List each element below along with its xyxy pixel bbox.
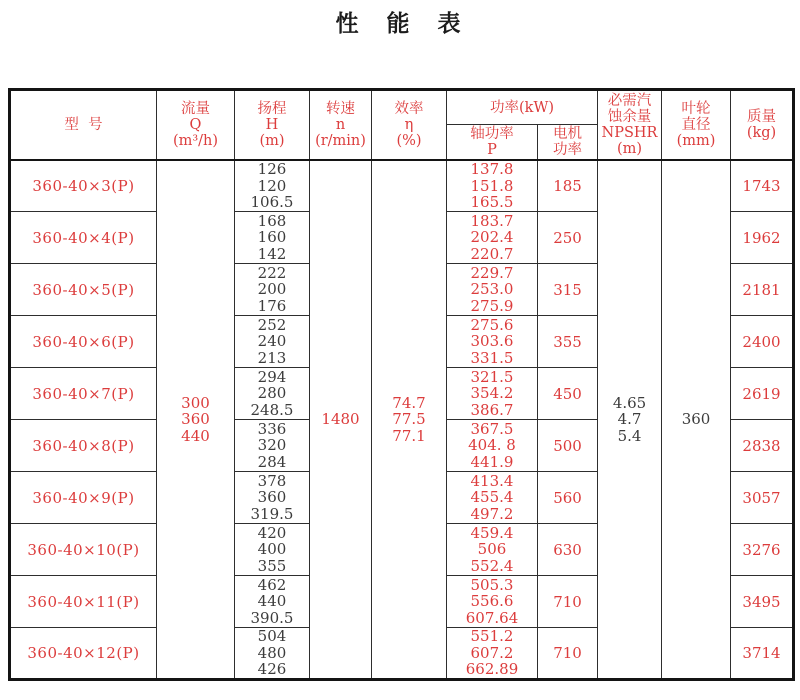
shaft-power-cell — [447, 524, 538, 576]
column-header-shaft-power — [447, 125, 538, 160]
column-header-flow — [157, 90, 235, 160]
head-cell — [235, 264, 310, 316]
header-head-line: H — [265, 116, 279, 133]
header-head-line: 扬程 — [257, 100, 287, 117]
motor-power-cell: 630 — [538, 524, 598, 576]
head-value: 252 — [257, 315, 287, 334]
motor-power-cell: 355 — [538, 316, 598, 368]
motor-power-cell: 315 — [538, 264, 598, 316]
column-header-head — [235, 90, 310, 160]
mass-cell: 3714 — [731, 628, 794, 680]
head-value: 213 — [257, 348, 287, 367]
shaft-power-value: 556.6 — [470, 592, 514, 611]
shaft-power-value: 455.4 — [470, 488, 514, 507]
motor-power-cell: 250 — [538, 212, 598, 264]
shaft-power-value: 607.64 — [465, 608, 519, 627]
shaft-power-value: 253.0 — [470, 280, 514, 299]
header-npshr-line: (m) — [616, 140, 643, 157]
head-value: 378 — [257, 471, 287, 490]
shaft-power-cell — [447, 628, 538, 680]
header-motor-power-line: 电机 — [553, 125, 582, 142]
model-cell: 360-40×6(P) — [10, 316, 157, 368]
table-row — [10, 160, 794, 212]
head-value: 126 — [257, 160, 287, 178]
head-value: 336 — [257, 419, 287, 438]
head-value: 440 — [257, 592, 287, 611]
shaft-power-value: 386.7 — [470, 400, 514, 419]
header-flow-line: (m³/h) — [172, 132, 219, 149]
head-cell — [235, 576, 310, 628]
flow-value: 360 — [181, 410, 210, 428]
shaft-power-cell — [447, 316, 538, 368]
header-npshr-line: NPSHR — [601, 124, 658, 141]
header-npshr-line: 蚀余量 — [607, 108, 652, 125]
shaft-power-value: 137.8 — [470, 160, 514, 178]
mass-cell: 3276 — [731, 524, 794, 576]
head-value: 462 — [257, 575, 287, 594]
column-header-efficiency — [372, 90, 447, 160]
head-value: 480 — [257, 643, 287, 662]
mass-cell: 1962 — [731, 212, 794, 264]
shaft-power-value: 202.4 — [470, 228, 514, 247]
head-value: 200 — [257, 280, 287, 299]
head-value: 160 — [257, 228, 287, 247]
head-cell — [235, 628, 310, 680]
header-impeller-line: 叶轮 — [681, 100, 711, 117]
shaft-power-value: 229.7 — [470, 263, 514, 282]
head-cell — [235, 524, 310, 576]
column-header-motor-power — [538, 125, 598, 160]
head-value: 426 — [257, 660, 287, 679]
speed-merged-cell: 1480 — [310, 160, 372, 680]
head-value: 106.5 — [250, 193, 294, 211]
shaft-power-value: 321.5 — [470, 367, 514, 386]
header-mass-line: 质量 — [747, 108, 777, 125]
mass-cell: 2619 — [731, 368, 794, 420]
head-cell — [235, 212, 310, 264]
header-impeller-line: (mm) — [676, 132, 716, 149]
shaft-power-value: 331.5 — [470, 348, 514, 367]
column-header-model — [10, 90, 157, 160]
header-speed-line: (r/min) — [315, 132, 366, 149]
model-cell: 360-40×3(P) — [10, 160, 157, 212]
shaft-power-value: 303.6 — [470, 332, 514, 351]
header-npshr-line: 必需汽 — [607, 92, 652, 109]
head-value: 280 — [257, 384, 287, 403]
head-value: 504 — [257, 627, 287, 646]
shaft-power-value: 662.89 — [465, 660, 519, 679]
header-speed-line: n — [335, 116, 346, 133]
motor-power-cell: 710 — [538, 576, 598, 628]
motor-power-cell: 450 — [538, 368, 598, 420]
head-cell — [235, 472, 310, 524]
efficiency-value: 77.1 — [392, 426, 426, 445]
flow-value: 440 — [181, 426, 210, 445]
header-impeller-line: 直径 — [681, 116, 711, 133]
model-cell: 360-40×11(P) — [10, 576, 157, 628]
head-value: 319.5 — [250, 504, 294, 523]
head-value: 320 — [257, 436, 287, 455]
header-flow-line: Q — [189, 116, 202, 133]
shaft-power-value: 441.9 — [470, 452, 514, 471]
column-header-impeller — [662, 90, 731, 160]
mass-cell: 3057 — [731, 472, 794, 524]
motor-power-cell: 500 — [538, 420, 598, 472]
head-value: 248.5 — [250, 400, 294, 419]
head-value: 400 — [257, 540, 287, 559]
npshr-merged-cell — [598, 160, 662, 680]
head-value: 168 — [257, 211, 287, 230]
head-value: 142 — [257, 244, 287, 263]
header-model-label: 型 号 — [64, 116, 103, 133]
head-value: 120 — [257, 176, 287, 195]
header-efficiency-line: η — [404, 116, 414, 133]
mass-cell: 3495 — [731, 576, 794, 628]
shaft-power-value: 275.9 — [470, 296, 514, 315]
header-shaft-power-line: 轴功率 — [470, 125, 514, 142]
shaft-power-cell — [447, 368, 538, 420]
shaft-power-value: 367.5 — [470, 419, 514, 438]
shaft-power-cell — [447, 472, 538, 524]
motor-power-cell: 185 — [538, 160, 598, 212]
head-value: 222 — [257, 263, 287, 282]
head-value: 284 — [257, 452, 287, 471]
shaft-power-value: 275.6 — [470, 315, 514, 334]
shaft-power-cell — [447, 576, 538, 628]
head-value: 240 — [257, 332, 287, 351]
header-mass-line: (kg) — [746, 124, 777, 141]
head-value: 355 — [257, 556, 287, 575]
header-head-line: (m) — [259, 132, 285, 149]
impeller-merged-cell: 360 — [662, 160, 731, 680]
efficiency-value: 77.5 — [392, 410, 426, 428]
mass-cell: 1743 — [731, 160, 794, 212]
shaft-power-value: 551.2 — [470, 627, 514, 646]
shaft-power-value: 165.5 — [470, 193, 514, 211]
efficiency-value: 74.7 — [392, 393, 426, 412]
page-title: 性 能 表 — [335, 11, 465, 37]
header-motor-power-line: 功率 — [553, 141, 582, 158]
shaft-power-cell — [447, 212, 538, 264]
shaft-power-value: 354.2 — [470, 384, 514, 403]
column-header-speed — [310, 90, 372, 160]
column-header-power-group — [447, 90, 598, 125]
motor-power-cell: 710 — [538, 628, 598, 680]
shaft-power-value: 552.4 — [470, 556, 514, 575]
head-cell — [235, 368, 310, 420]
header-flow-line: 流量 — [181, 100, 210, 117]
head-value: 176 — [257, 296, 287, 315]
model-cell: 360-40×9(P) — [10, 472, 157, 524]
mass-cell: 2838 — [731, 420, 794, 472]
flow-merged-cell — [157, 160, 235, 680]
column-header-npshr — [598, 90, 662, 160]
npshr-value: 4.7 — [617, 410, 642, 428]
head-value: 294 — [257, 367, 287, 386]
shaft-power-value: 505.3 — [470, 575, 514, 594]
header-efficiency-line: (%) — [396, 132, 422, 149]
shaft-power-cell — [447, 264, 538, 316]
shaft-power-value: 183.7 — [470, 211, 514, 230]
header-efficiency-line: 效率 — [394, 100, 424, 117]
column-header-mass — [731, 90, 794, 160]
shaft-power-value: 413.4 — [470, 471, 514, 490]
model-cell: 360-40×8(P) — [10, 420, 157, 472]
model-cell: 360-40×5(P) — [10, 264, 157, 316]
model-cell: 360-40×12(P) — [10, 628, 157, 680]
mass-cell: 2400 — [731, 316, 794, 368]
mass-cell: 2181 — [731, 264, 794, 316]
head-value: 390.5 — [250, 608, 294, 627]
shaft-power-cell — [447, 160, 538, 212]
shaft-power-value: 220.7 — [470, 244, 514, 263]
npshr-value: 4.65 — [612, 393, 647, 412]
npshr-value: 5.4 — [617, 426, 642, 445]
efficiency-merged-cell — [372, 160, 447, 680]
motor-power-cell: 560 — [538, 472, 598, 524]
shaft-power-value: 506 — [477, 540, 507, 559]
shaft-power-value: 459.4 — [470, 523, 514, 542]
shaft-power-value: 404. 8 — [468, 436, 516, 455]
performance-table — [8, 88, 795, 681]
shaft-power-value: 151.8 — [470, 176, 514, 195]
header-speed-line: 转速 — [326, 100, 355, 117]
model-cell: 360-40×4(P) — [10, 212, 157, 264]
head-value: 420 — [257, 523, 287, 542]
head-value: 360 — [257, 488, 287, 507]
head-cell — [235, 316, 310, 368]
header-shaft-power-line: P — [487, 141, 497, 158]
flow-value: 300 — [181, 393, 210, 412]
shaft-power-value: 497.2 — [470, 504, 514, 523]
model-cell: 360-40×10(P) — [10, 524, 157, 576]
shaft-power-cell — [447, 420, 538, 472]
head-cell — [235, 160, 310, 212]
model-cell: 360-40×7(P) — [10, 368, 157, 420]
head-cell — [235, 420, 310, 472]
header-power-group-label: 功率(kW) — [490, 99, 555, 116]
shaft-power-value: 607.2 — [470, 643, 514, 662]
